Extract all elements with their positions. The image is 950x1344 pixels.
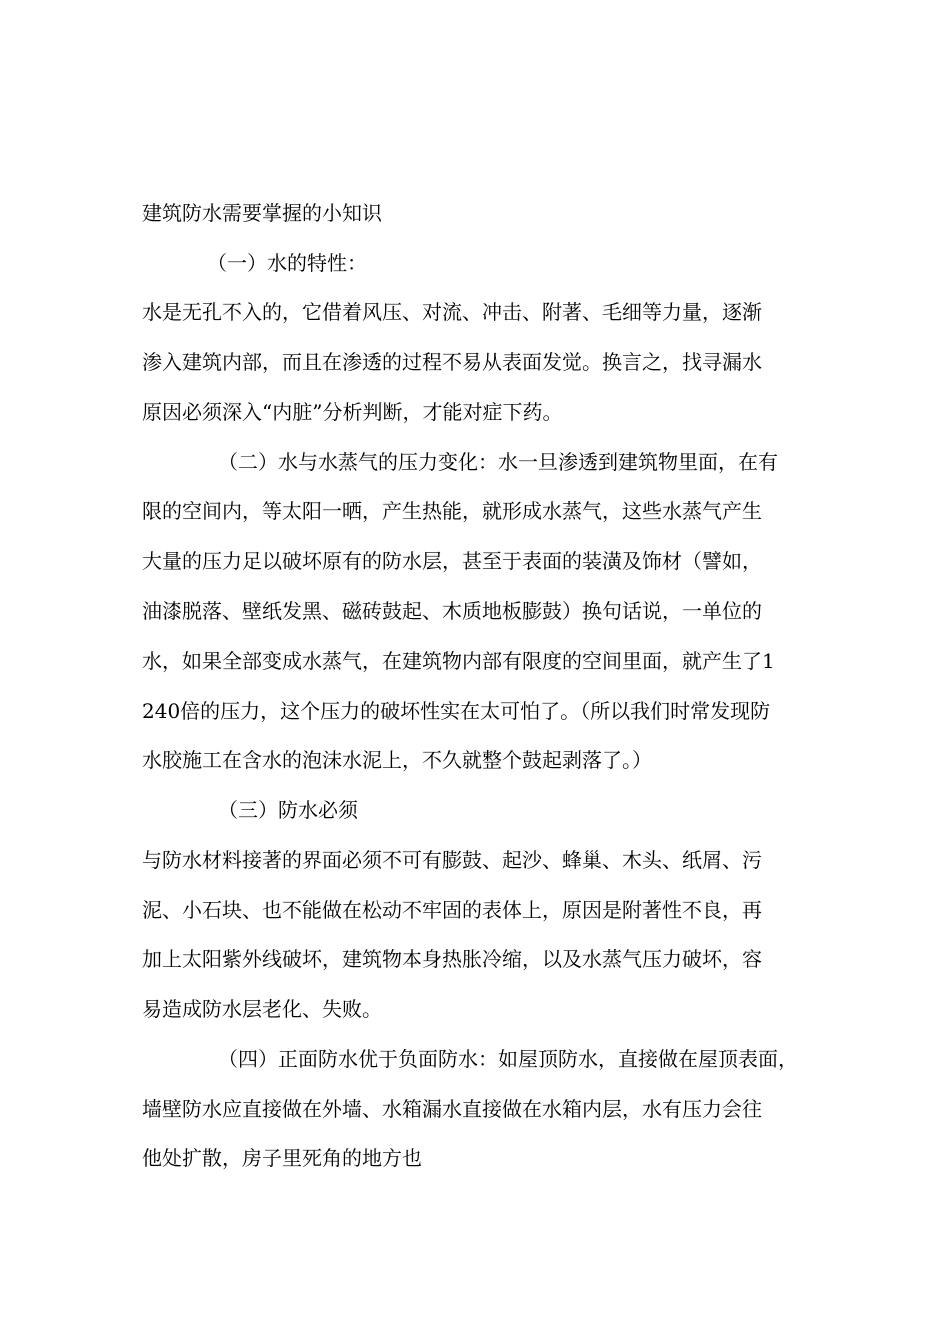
section-heading-1: （一）水的特性：: [207, 251, 367, 275]
paragraph-line: 水胶施工在含水的泡沫水泥上，不久就整个鼓起剥落了。）: [142, 748, 652, 772]
section-heading-4: （四）正面防水优于负面防水：如屋顶防水，直接做在屋顶表面，: [218, 1047, 798, 1071]
section-heading-2: （二）水与水蒸气的压力变化：水一旦渗透到建筑物里面，在有: [218, 450, 778, 474]
paragraph-line: 易造成防水层老化、失败。: [142, 997, 382, 1021]
paragraph-line: 水是无孔不入的，它借着风压、对流、冲击、附著、毛细等力量，逐渐: [142, 300, 762, 324]
paragraph-line: 渗入建筑内部，而且在渗透的过程不易从表面发觉。换言之，找寻漏水: [142, 350, 762, 374]
paragraph-line: 水，如果全部变成水蒸气，在建筑物内部有限度的空间里面，就产生了1: [142, 649, 775, 673]
paragraph-line: 240倍的压力，这个压力的破坏性实在太可怕了。（所以我们时常发现防: [142, 699, 771, 723]
document-title: 建筑防水需要掌握的小知识: [142, 201, 382, 225]
paragraph-line: 原因必须深入“内脏”分析判断，才能对症下药。: [142, 400, 563, 424]
section-heading-3: （三）防水必须: [218, 798, 358, 822]
paragraph-line: 他处扩散，房子里死角的地方也: [142, 1146, 422, 1170]
paragraph-line: 限的空间内，等太阳一晒，产生热能，就形成水蒸气，这些水蒸气产生: [142, 499, 762, 523]
paragraph-line: 大量的压力足以破坏原有的防水层，甚至于表面的装潢及饰材（譬如，: [142, 549, 762, 573]
paragraph-line: 油漆脱落、壁纸发黑、磁砖鼓起、木质地板膨鼓）换句话说，一单位的: [142, 599, 762, 623]
paragraph-line: 与防水材料接著的界面必须不可有膨鼓、起沙、蜂巢、木头、纸屑、污: [142, 848, 762, 872]
paragraph-line: 加上太阳紫外线破坏，建筑物本身热胀冷缩，以及水蒸气压力破坏，容: [142, 947, 762, 971]
paragraph-line: 墙壁防水应直接做在外墙、水箱漏水直接做在水箱内层，水有压力会往: [142, 1097, 762, 1121]
paragraph-line: 泥、小石块、也不能做在松动不牢固的表体上，原因是附著性不良，再: [142, 898, 762, 922]
